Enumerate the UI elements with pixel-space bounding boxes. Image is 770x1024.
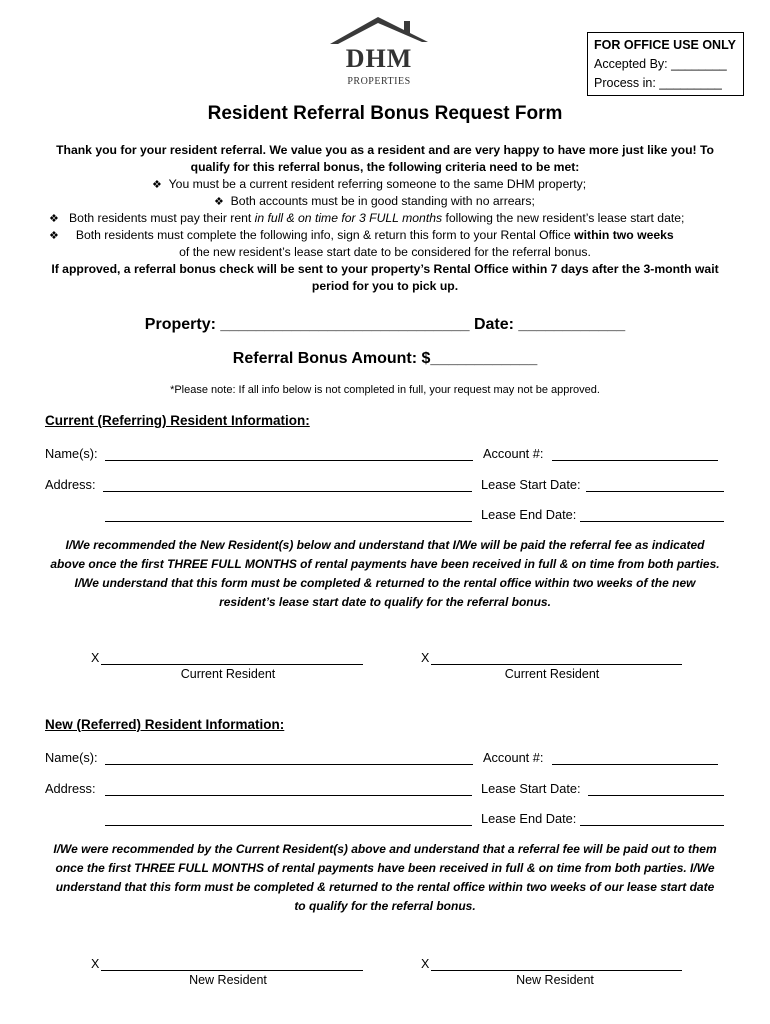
statement-line: understand that this form must be completed & returned to the rental office within two weeks of our lease start date [55, 880, 715, 894]
completion-note: *Please note: If all info below is not completed in full, your request may not be approved. [170, 384, 600, 396]
criteria-bullet-1 [152, 176, 586, 194]
new-account-field[interactable] [552, 764, 718, 765]
current-address-field-1[interactable] [103, 491, 472, 492]
bullet-diamond-icon: ❖ [214, 196, 224, 208]
bullet-3-text-end: following the new resident’s lease start date; [442, 211, 685, 225]
office-use-box [587, 32, 744, 96]
new-lease-start-field[interactable] [588, 795, 724, 796]
current-names-label: Name(s): [45, 446, 98, 461]
approval-line-2: period for you to pick up. [311, 279, 459, 294]
new-resident-signature-1[interactable] [101, 970, 363, 971]
current-address-field-2[interactable] [105, 521, 472, 522]
bullet-4-emphasis: within two weeks [574, 228, 674, 242]
new-address-field-2[interactable] [105, 825, 472, 826]
bullet-2-text: Both accounts must be in good standing with no arrears; [230, 194, 535, 208]
current-lease-end-label: Lease End Date: [481, 507, 577, 522]
office-use-header: FOR OFFICE USE ONLY [594, 38, 736, 52]
approval-text [40, 261, 730, 295]
new-address-label: Address: [45, 781, 96, 796]
new-resident-caption-1: New Resident [189, 973, 267, 987]
process-in-field: Process in: _________ [594, 76, 722, 90]
bullet-4-text: Both residents must complete the following info, sign & return this form to your Rental Office [75, 228, 575, 242]
statement-line: to qualify for the referral bonus. [294, 899, 476, 913]
bullet-diamond-icon: ❖ [49, 230, 59, 242]
new-resident-signature-2[interactable] [431, 970, 682, 971]
statement-line: I/We were recommended by the Current Resident(s) above and understand that a referral fee will be paid out to them [53, 842, 717, 856]
criteria-bullet-4 [49, 227, 674, 245]
new-account-label: Account #: [483, 750, 544, 765]
statement-line: resident’s lease start date to qualify for the referral bonus. [219, 595, 551, 609]
current-account-field[interactable] [552, 460, 718, 461]
bullet-3-text: Both residents must pay their rent [69, 211, 255, 225]
statement-line: I/We recommended the New Resident(s) below and understand that I/We will be paid the referral fee as indicated [65, 538, 705, 552]
bullet-diamond-icon: ❖ [152, 179, 162, 191]
new-names-field[interactable] [105, 764, 473, 765]
bullet-4-continuation: of the new resident’s lease start date to be considered for the referral bonus. [179, 245, 591, 259]
new-resident-caption-2: New Resident [516, 973, 594, 987]
statement-line: I/We understand that this form must be completed & returned to the rental office within two weeks of the new [74, 576, 696, 590]
bullet-diamond-icon: ❖ [49, 213, 59, 225]
approval-line-1: If approved, a referral bonus check will be sent to your property’s Rental Office within 7 days after the 3-month wait [51, 262, 719, 276]
current-resident-heading: Current (Referring) Resident Information: [45, 413, 310, 428]
current-resident-caption-2: Current Resident [504, 667, 600, 681]
signature-x-marker: X [91, 651, 100, 665]
property-date-line[interactable]: Property: ____________________________ Date: ____________ [144, 316, 626, 333]
current-lease-end-field[interactable] [580, 521, 724, 522]
current-lease-start-label: Lease Start Date: [481, 477, 581, 492]
referral-amount-line[interactable]: Referral Bonus Amount: $____________ [232, 350, 538, 367]
new-lease-end-label: Lease End Date: [481, 811, 577, 826]
intro-line-2: qualify for this referral bonus, the following criteria need to be met: [190, 160, 580, 175]
statement-line: above once the first THREE FULL MONTHS of rental payments have been received in full & on time from both parties. [50, 557, 720, 571]
logo-subtitle: PROPERTIES [347, 76, 411, 87]
statement-line: once the first THREE FULL MONTHS of rental payments have been received in full & on time from both parties. I/We [55, 861, 715, 875]
new-lease-start-label: Lease Start Date: [481, 781, 581, 796]
company-logo [328, 14, 430, 90]
current-resident-statement [40, 536, 730, 612]
current-names-field[interactable] [105, 460, 473, 461]
current-lease-start-field[interactable] [586, 491, 724, 492]
new-resident-heading: New (Referred) Resident Information: [45, 717, 285, 732]
criteria-bullet-2 [214, 193, 535, 211]
intro-line-1: Thank you for your resident referral. We value you as a resident and are very happy to have more just like you! To [56, 143, 714, 157]
new-names-label: Name(s): [45, 750, 98, 765]
bullet-3-emphasis: in full & on time for 3 FULL months [254, 211, 443, 225]
signature-x-marker: X [421, 957, 430, 971]
signature-x-marker: X [91, 957, 100, 971]
new-address-field-1[interactable] [105, 795, 472, 796]
house-roof-icon [328, 14, 430, 48]
current-resident-signature-2[interactable] [431, 664, 682, 665]
current-resident-caption-1: Current Resident [180, 667, 276, 681]
logo-name: DHM [345, 44, 413, 73]
bullet-1-text: You must be a current resident referring someone to the same DHM property; [168, 177, 587, 191]
form-title: Resident Referral Bonus Request Form [207, 103, 563, 124]
criteria-bullet-3 [49, 210, 684, 228]
new-resident-statement [40, 840, 730, 916]
signature-x-marker: X [421, 651, 430, 665]
current-resident-signature-1[interactable] [101, 664, 363, 665]
intro-text [40, 142, 730, 176]
current-address-label: Address: [45, 477, 96, 492]
current-account-label: Account #: [483, 446, 544, 461]
accepted-by-field: Accepted By: ________ [594, 57, 727, 71]
new-lease-end-field[interactable] [580, 825, 724, 826]
